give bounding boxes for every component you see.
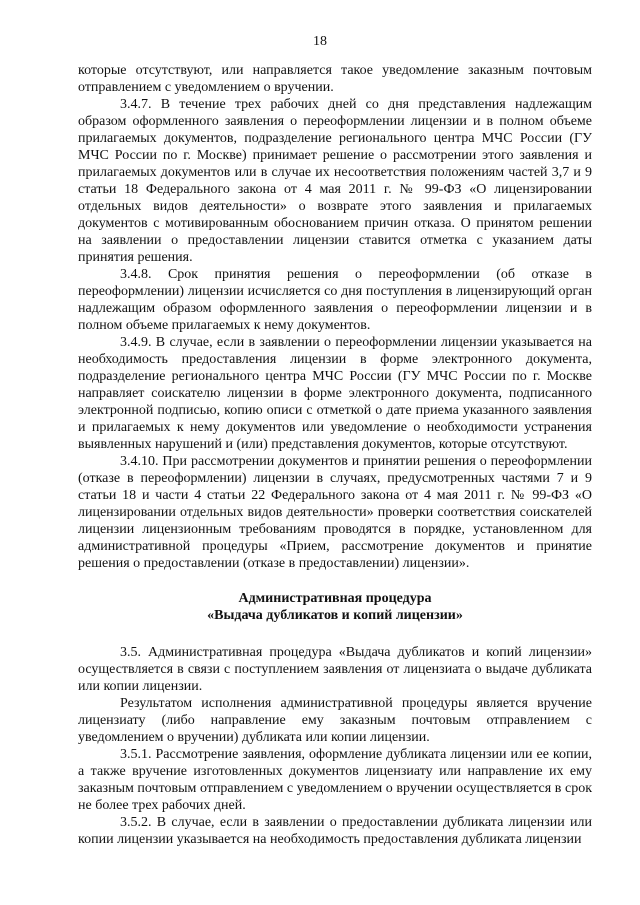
paragraph-3-5: 3.5. Административная процедура «Выдача дубликатов и копий лицензии» осуществляется в связи с поступлением заявления от лицензиата о выдаче дубликата или копии лицензии.	[78, 645, 592, 694]
paragraph-result: Результатом исполнения административной процедуры является вручение лицензиату (либо направление ему заказным почтовым отправлением с уведомлением о вручении) дубликата или копии лицензии.	[78, 696, 592, 745]
document-body	[78, 62, 592, 848]
paragraph-3-4-8: 3.4.8. Срок принятия решения о переоформлении (об отказе в переоформлении) лицензии исчисляется со дня поступления в лицензирующий орган надлежащим образом оформленного заявления о переоформлении лицензии и в полном объеме прилагаемых к нему документов.	[78, 267, 592, 333]
paragraph-3-4-9: 3.4.9. В случае, если в заявлении о переоформлении лицензии указывается на необходимость предоставления лицензии в форме электронного документа, подразделение регионального центра МЧС России (ГУ МЧС России по г. Москве направляет соискателю лицензии в форме электронного документа, подписанного электронной подписью, копию описи с отметкой о дате приема указанного заявления и прилагаемых к нему документов или уведомление о необходимости устранения выявленных нарушений и (или) представления документов, которые отсутствуют.	[78, 335, 592, 452]
section-heading	[78, 590, 592, 624]
paragraph-3-5-2: 3.5.2. В случае, если в заявлении о предоставлении дубликата лицензии или копии лицензии указывается на необходимость предоставления дубликата лицензии	[78, 815, 592, 847]
paragraph-continuation: которые отсутствуют, или направляется такое уведомление заказным почтовым отправлением с уведомлением о вручении.	[78, 63, 592, 95]
paragraph-3-5-1: 3.5.1. Рассмотрение заявления, оформление дубликата лицензии или ее копии, а также вручение изготовленных документов лицензиату или направление их ему заказным почтовым отправлением с уведомлением о вручении осуществляется в срок не более трех рабочих дней.	[78, 747, 592, 813]
paragraph-3-4-7: 3.4.7. В течение трех рабочих дней со дня представления надлежащим образом оформленного заявления о переоформлении лицензии и в полном объеме прилагаемых документов, подразделение регионального центра МЧС России (ГУ МЧС России по г. Москве) принимает решение о рассмотрении этого заявления и прилагаемых документов или в случае их несоответствия положениям частей 3,7 и 9 статьи 18 Федерального закона от 4 мая 2011 г. № 99-ФЗ «О лицензировании отдельных видов деятельности» о возврате этого заявления и прилагаемых документов с мотивированным обоснованием причин отказа. О принятом решении на заявлении о предоставлении лицензии ставится отметка с указанием даты принятия решения.	[78, 97, 592, 265]
section-heading-line1: Административная процедура	[238, 591, 432, 606]
section-heading-line2: «Выдача дубликатов и копий лицензии»	[207, 608, 463, 623]
page-number: 18	[313, 34, 327, 49]
paragraph-3-4-10: 3.4.10. При рассмотрении документов и принятии решения о переоформлении (отказе в переоформлении) лицензии в случаях, предусмотренных частями 7 и 9 статьи 18 и части 4 статьи 22 Федерального закона от 4 мая 2011 г. № 99-ФЗ «О лицензировании отдельных видов деятельности» проверки соответствия соискателей лицензии лицензионным требованиям проводятся в порядке, установленном для административной процедуры «Прием, рассмотрение документов и принятие решения о предоставлении (отказе в предоставлении) лицензии».	[78, 454, 592, 571]
